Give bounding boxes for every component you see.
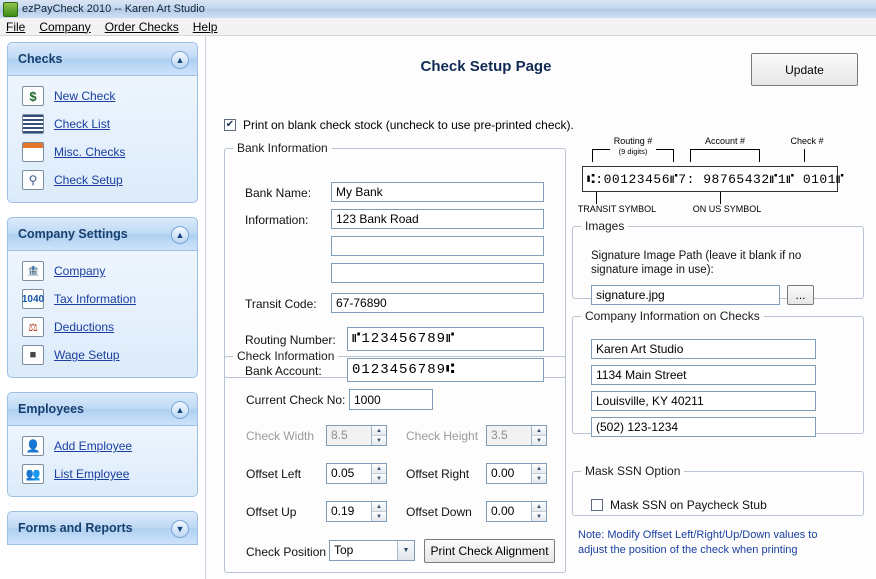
offset-right-stepper[interactable] — [486, 463, 547, 484]
account-callout-label: Account # — [704, 136, 746, 146]
check-width-value: 8.5 — [331, 428, 348, 442]
sidebar-group-forms-and-reports — [7, 511, 198, 545]
bank-icon: 🏦 — [22, 261, 44, 281]
sidebar-group-employees — [7, 392, 198, 497]
list-employee-icon: 👥 — [22, 464, 44, 484]
sidebar-group-checks-body — [7, 76, 198, 203]
chevron-down-icon[interactable]: ▼ — [372, 474, 386, 483]
window-title: ezPayCheck 2010 -- Karen Art Studio — [22, 3, 205, 15]
sidebar-group-forms-and-reports-header[interactable] — [7, 511, 198, 545]
dollar-icon: $ — [22, 86, 44, 106]
bank-name-input[interactable] — [331, 182, 544, 202]
check-information-group — [224, 349, 566, 573]
chevron-down-icon[interactable]: ▼ — [372, 512, 386, 521]
sidebar-group-employees-body — [7, 426, 198, 497]
sidebar-item-misc-checks[interactable] — [8, 138, 197, 166]
routing-bracket-top — [592, 149, 610, 150]
mask-ssn-label: Mask SSN on Paycheck Stub — [610, 498, 767, 512]
sidebar-item-check-setup-label: Check Setup — [54, 173, 123, 187]
offset-right-label: Offset Right — [406, 467, 470, 481]
company-line-4-input[interactable] — [591, 417, 816, 437]
current-check-no-label: Current Check No: — [246, 393, 346, 407]
sidebar-item-new-check-label: New Check — [54, 89, 116, 103]
sidebar-item-new-check[interactable] — [8, 82, 197, 110]
bank-information-legend: Bank Information — [237, 141, 328, 155]
check-width-stepper[interactable] — [326, 425, 387, 446]
signature-path-description — [591, 249, 846, 277]
offset-note — [578, 528, 863, 558]
sidebar-group-company-settings-header[interactable] — [7, 217, 198, 251]
chevron-down-icon[interactable]: ▼ — [171, 520, 189, 538]
bank-information-group — [224, 141, 566, 378]
sidebar — [0, 36, 205, 579]
routing-callout-label: Routing # — [613, 136, 653, 146]
account-number-callout — [687, 136, 763, 146]
routing-leader-right — [673, 149, 674, 162]
title-bar — [0, 0, 876, 19]
sidebar-item-check-list[interactable] — [8, 110, 197, 138]
offset-left-stepper[interactable] — [326, 463, 387, 484]
chevron-up-icon[interactable]: ▲ — [372, 426, 386, 436]
mask-ssn-checkbox[interactable] — [591, 499, 603, 511]
sidebar-item-tax-information-label: Tax Information — [54, 292, 137, 306]
chevron-up-icon[interactable]: ▲ — [532, 502, 546, 512]
app-icon — [3, 2, 18, 17]
sidebar-group-employees-title: Employees — [18, 402, 85, 416]
offset-down-arrows[interactable] — [531, 502, 546, 521]
menu-order-checks-label: Order Checks — [104, 19, 179, 34]
sidebar-group-forms-and-reports-title: Forms and Reports — [18, 521, 133, 535]
add-employee-icon: 👤 — [22, 436, 44, 456]
page-title: Check Setup Page — [420, 58, 552, 75]
check-leader — [804, 149, 805, 162]
information-label: Information: — [245, 213, 309, 227]
company-line-1-input[interactable] — [591, 339, 816, 359]
sidebar-group-checks-header[interactable] — [7, 42, 198, 76]
account-bracket — [690, 149, 760, 150]
chevron-up-icon[interactable]: ▲ — [372, 502, 386, 512]
check-callout-label: Check # — [790, 136, 824, 146]
routing-leader-left — [592, 149, 593, 162]
offset-up-value: 0.19 — [331, 504, 355, 518]
list-icon — [22, 114, 44, 134]
transit-code-label: Transit Code: — [245, 297, 317, 311]
sidebar-item-list-employee[interactable] — [8, 460, 197, 488]
company-information-group — [572, 309, 864, 434]
account-leader-left — [690, 149, 691, 162]
routing-number-input[interactable] — [347, 327, 544, 351]
chevron-up-icon[interactable]: ▲ — [372, 464, 386, 474]
chevron-down-icon[interactable]: ▼ — [397, 541, 414, 560]
account-leader-right — [759, 149, 760, 162]
chevron-down-icon[interactable]: ▼ — [532, 436, 546, 445]
routing-bracket-top2 — [656, 149, 674, 150]
sidebar-item-company-label: Company — [54, 264, 106, 278]
chevron-down-icon[interactable]: ▼ — [532, 512, 546, 521]
mask-ssn-group — [572, 464, 864, 516]
menu-item-order-checks[interactable] — [105, 20, 179, 34]
sidebar-group-checks-title: Checks — [18, 52, 63, 66]
print-blank-check-label: Print on blank check stock (uncheck to use pre-printed check). — [243, 118, 574, 132]
menu-item-help[interactable] — [193, 20, 218, 34]
menu-item-company[interactable] — [39, 20, 90, 34]
signature-browse-button[interactable]: ... — [787, 285, 814, 305]
check-height-value: 3.5 — [491, 428, 508, 442]
check-position-value: Top — [334, 543, 354, 557]
sidebar-group-checks — [7, 42, 198, 203]
print-blank-check-checkbox[interactable]: ✔ — [225, 119, 235, 130]
sidebar-group-company-settings-title: Company Settings — [18, 227, 128, 241]
micr-line-box — [582, 166, 845, 192]
transit-symbol-label: TRANSIT SYMBOL — [577, 204, 657, 214]
check-width-arrows[interactable] — [371, 426, 386, 445]
information-line3-input[interactable] — [331, 263, 544, 283]
sidebar-item-check-setup[interactable] — [8, 166, 197, 194]
offset-right-value: 0.00 — [491, 466, 515, 480]
menu-company-label: Company — [39, 19, 91, 34]
chevron-up-icon[interactable]: ▲ — [532, 426, 546, 436]
offset-down-stepper[interactable] — [486, 501, 547, 522]
transit-symbol-leader — [596, 192, 597, 204]
company-information-legend: Company Information on Checks — [585, 309, 760, 323]
micr-line-text: ⑆:00123456⑈7: 98765432⑈1⑈ 0101⑈ — [587, 171, 845, 187]
menu-file-label: File — [6, 19, 26, 34]
sidebar-item-company[interactable] — [8, 257, 197, 285]
sidebar-item-list-employee-label: List Employee — [54, 467, 130, 481]
sidebar-item-add-employee[interactable] — [8, 432, 197, 460]
sidebar-item-wage-setup[interactable] — [8, 341, 197, 369]
sidebar-group-company-settings-body — [7, 251, 198, 378]
information-line1-input[interactable] — [331, 209, 544, 229]
offset-down-value: 0.00 — [491, 504, 515, 518]
check-width-label: Check Width — [246, 429, 315, 443]
chevron-up-icon[interactable]: ▲ — [171, 51, 189, 69]
offset-left-value: 0.05 — [331, 466, 355, 480]
sidebar-item-tax-information[interactable] — [8, 285, 197, 313]
mask-ssn-row[interactable] — [591, 498, 767, 512]
check-height-arrows[interactable] — [531, 426, 546, 445]
main-panel — [205, 36, 876, 579]
check-height-stepper[interactable] — [486, 425, 547, 446]
bank-name-label: Bank Name: — [245, 186, 312, 200]
sidebar-item-add-employee-label: Add Employee — [54, 439, 133, 453]
sidebar-item-check-list-label: Check List — [54, 117, 111, 131]
check-information-legend: Check Information — [237, 349, 335, 363]
chevron-up-icon[interactable]: ▲ — [532, 464, 546, 474]
chevron-down-icon[interactable]: ▼ — [532, 474, 546, 483]
offset-note-line1: Note: Modify Offset Left/Right/Up/Down values to — [578, 529, 818, 541]
company-line-3-input[interactable] — [591, 391, 816, 411]
offset-up-arrows[interactable] — [371, 502, 386, 521]
sidebar-item-misc-checks-label: Misc. Checks — [54, 145, 126, 159]
offset-up-label: Offset Up — [246, 505, 297, 519]
chevron-up-icon[interactable]: ▲ — [171, 401, 189, 419]
check-position-label: Check Position — [246, 545, 327, 559]
sidebar-group-company-settings — [7, 217, 198, 378]
menu-bar — [0, 18, 876, 36]
sidebar-item-wage-setup-label: Wage Setup — [54, 348, 120, 362]
sidebar-item-deductions[interactable] — [8, 313, 197, 341]
images-legend: Images — [585, 219, 625, 233]
signature-path-description-text: Signature Image Path (leave it blank if no signature image in use): — [591, 250, 802, 276]
offset-right-arrows[interactable] — [531, 464, 546, 483]
routing-callout-sub: (9 digits) — [618, 147, 648, 156]
print-check-alignment-button[interactable]: Print Check Alignment — [424, 539, 555, 563]
offset-up-stepper[interactable] — [326, 501, 387, 522]
offset-left-label: Offset Left — [246, 467, 302, 481]
calendar-icon — [22, 142, 44, 162]
deductions-icon: ⚖ — [22, 317, 44, 337]
routing-number-callout — [590, 136, 676, 156]
update-button[interactable]: Update — [751, 53, 858, 86]
images-group — [572, 219, 864, 302]
check-position-select[interactable] — [329, 540, 415, 561]
menu-help-label: Help — [192, 19, 218, 34]
current-check-no-input[interactable] — [349, 389, 433, 410]
print-blank-check-row[interactable] — [224, 118, 574, 132]
chevron-up-icon[interactable]: ▲ — [171, 226, 189, 244]
tax-icon: 1040 — [22, 289, 44, 309]
transit-code-input[interactable] — [331, 293, 544, 313]
information-line2-input[interactable] — [331, 236, 544, 256]
menu-item-file[interactable] — [6, 20, 25, 34]
offset-note-line2: adjust the position of the check when printing — [578, 544, 798, 556]
mask-ssn-legend: Mask SSN Option — [585, 464, 681, 478]
chevron-down-icon[interactable]: ▼ — [372, 436, 386, 445]
on-us-symbol-leader — [720, 192, 721, 204]
bank-account-label: Bank Account: — [245, 364, 322, 378]
check-height-label: Check Height — [406, 429, 479, 443]
signature-path-input[interactable] — [591, 285, 780, 305]
sidebar-group-employees-header[interactable] — [7, 392, 198, 426]
check-number-callout — [777, 136, 837, 146]
offset-left-arrows[interactable] — [371, 464, 386, 483]
offset-down-label: Offset Down — [406, 505, 472, 519]
key-icon: ⚲ — [22, 170, 44, 190]
sidebar-item-deductions-label: Deductions — [54, 320, 115, 334]
routing-number-label: Routing Number: — [245, 333, 336, 347]
company-line-2-input[interactable] — [591, 365, 816, 385]
wage-icon: ■ — [22, 345, 44, 365]
on-us-symbol-label: ON US SYMBOL — [692, 204, 762, 214]
